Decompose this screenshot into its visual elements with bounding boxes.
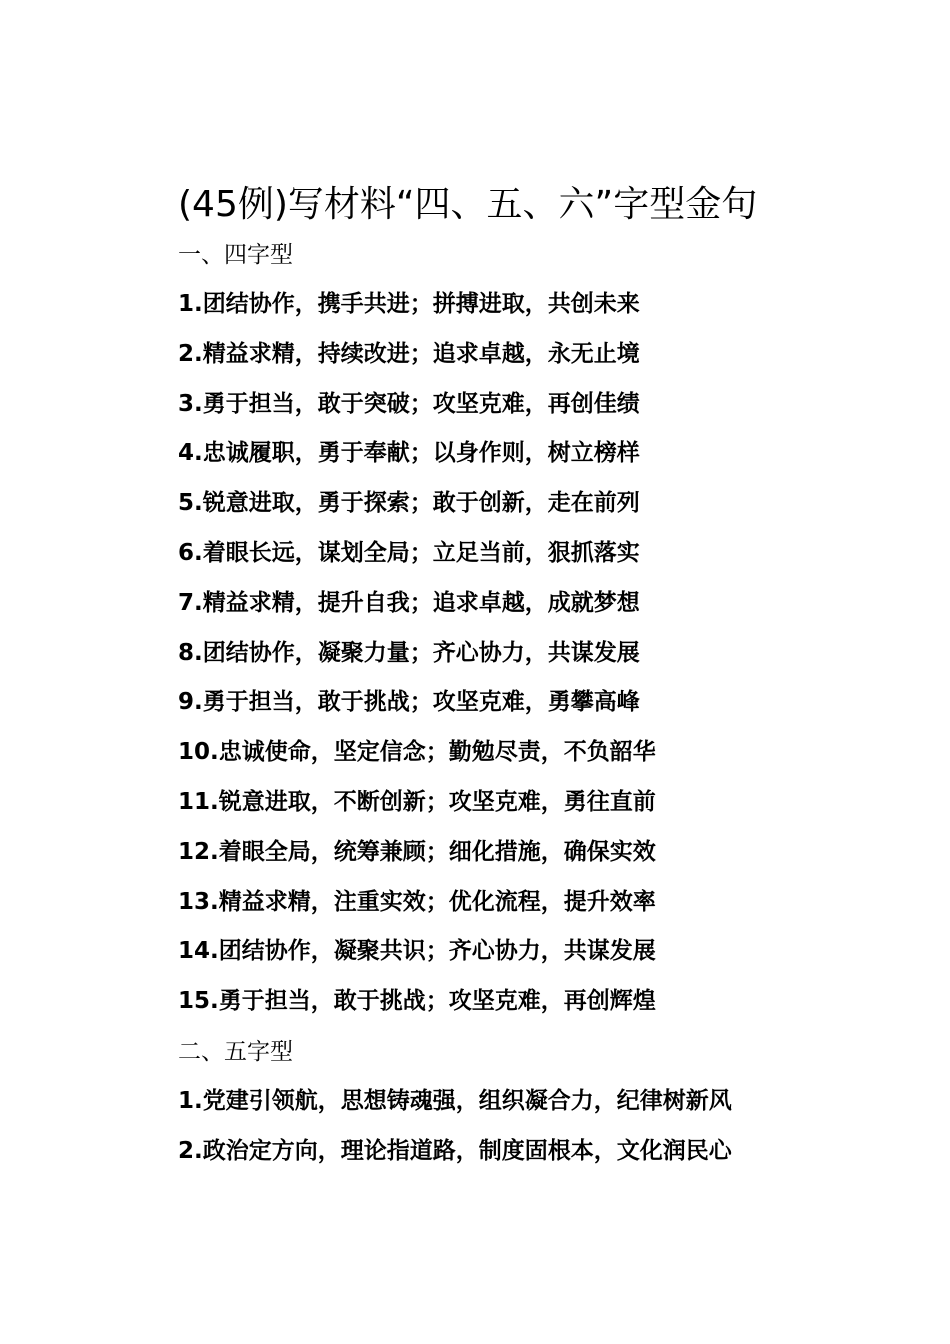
list-item: 15.勇于担当，敢于挑战；攻坚克难，再创辉煌 — [178, 988, 656, 1015]
list-item: 1.团结协作，携手共进；拼搏进取，共创未来 — [178, 291, 640, 317]
document-body — [178, 180, 918, 1177]
list-item: 2.政治定方向，理论指道路，制度固根本，文化润民心 — [178, 1137, 732, 1164]
list-item: 1.党建引领航，思想铸魂强，组织凝合力，纪律树新风 — [178, 1087, 732, 1114]
section-heading: 二、五字型 — [178, 1038, 293, 1065]
list-item: 7.精益求精，提升自我；追求卓越，成就梦想 — [178, 589, 640, 616]
list-item: 13.精益求精，注重实效；优化流程，提升效率 — [178, 888, 656, 915]
list-item: 9.勇于担当，敢于挑战；攻坚克难，勇攀高峰 — [178, 689, 640, 716]
list-item: 2.精益求精，持续改进；追求卓越，永无止境 — [178, 340, 640, 367]
list-item: 4.忠诚履职，勇于奉献；以身作则，树立榜样 — [178, 440, 640, 467]
list-item: 6.着眼长远，谋划全局；立足当前，狠抓落实 — [178, 539, 640, 566]
list-item: 8.团结协作，凝聚力量；齐心协力，共谋发展 — [178, 639, 640, 666]
list-item: 10.忠诚使命，坚定信念；勤勉尽责，不负韶华 — [178, 739, 656, 766]
list-item: 5.锐意进取，勇于探索；敢于创新，走在前列 — [178, 490, 640, 517]
section-five-character — [178, 1027, 918, 1177]
list-item: 14.团结协作，凝聚共识；齐心协力，共谋发展 — [178, 938, 656, 965]
list-item: 3.勇于担当，敢于突破；攻坚克难，再创佳绩 — [178, 390, 640, 417]
document-title: (45例)写材料“四、五、六”字型金句 — [178, 184, 758, 225]
section-heading: 一、四字型 — [178, 242, 293, 268]
section-four-character — [178, 230, 918, 1027]
list-item: 11.锐意进取，不断创新；攻坚克难，勇往直前 — [178, 788, 656, 815]
list-item: 12.着眼全局，统筹兼顾；细化措施，确保实效 — [178, 838, 656, 865]
